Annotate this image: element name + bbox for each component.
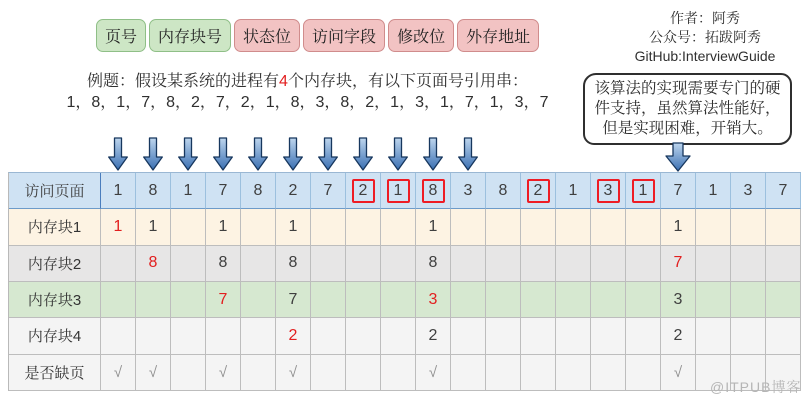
table-cell: 2 xyxy=(661,318,696,354)
table-cell xyxy=(311,318,346,354)
table-cell: 1 xyxy=(136,209,171,245)
down-arrow-icon xyxy=(143,137,163,171)
table-cell xyxy=(591,355,626,391)
page-header-cell: 8 xyxy=(241,173,276,209)
legend-tag: 外存地址 xyxy=(457,19,539,52)
down-arrow-icon xyxy=(283,137,303,171)
page-hit-box: 3 xyxy=(597,179,620,203)
down-arrow-icon xyxy=(458,137,478,171)
table-cell: 1 xyxy=(276,209,311,245)
table-cell xyxy=(101,246,136,282)
table-cell xyxy=(556,355,591,391)
table-cell xyxy=(381,318,416,354)
table-cell xyxy=(556,246,591,282)
table-cell xyxy=(591,246,626,282)
page-header-cell: 1 xyxy=(696,173,731,209)
page-header-cell: 2 xyxy=(276,173,311,209)
table-cell: √ xyxy=(136,355,171,391)
table-cell xyxy=(486,246,521,282)
table-cell xyxy=(556,209,591,245)
table-cell xyxy=(766,209,801,245)
table-cell xyxy=(696,318,731,354)
note-bubble-text: 该算法的实现需要专门的硬件支持，虽然算法性能好，但是实现困难，开销大。 xyxy=(594,80,781,137)
row-label: 是否缺页 xyxy=(9,355,101,391)
table-cell xyxy=(241,246,276,282)
table-cell xyxy=(381,355,416,391)
table-cell: 8 xyxy=(276,246,311,282)
page-header-cell: 8 xyxy=(136,173,171,209)
table-cell xyxy=(626,318,661,354)
table-cell xyxy=(556,282,591,318)
table-cell xyxy=(451,209,486,245)
page-header-cell: 1 xyxy=(101,173,136,209)
table-cell xyxy=(311,246,346,282)
table-cell xyxy=(451,355,486,391)
table-cell xyxy=(626,246,661,282)
table-cell xyxy=(311,282,346,318)
table-cell xyxy=(451,318,486,354)
example-prefix: 例题：假设某系统的进程有 xyxy=(87,73,280,90)
table-cell xyxy=(241,318,276,354)
down-arrow-icon xyxy=(108,137,128,171)
author-block xyxy=(600,9,806,66)
table-cell xyxy=(451,246,486,282)
author-wechat: 公众号：拓跋阿秀 xyxy=(649,29,761,45)
table-cell xyxy=(381,246,416,282)
table-cell: 1 xyxy=(661,209,696,245)
table-cell xyxy=(731,209,766,245)
example-block-count: 4 xyxy=(279,73,288,90)
table-cell xyxy=(171,282,206,318)
table-cell: 3 xyxy=(661,282,696,318)
lru-table xyxy=(8,172,801,391)
table-cell xyxy=(486,318,521,354)
table-cell xyxy=(486,282,521,318)
page-header-cell: 3 xyxy=(731,173,766,209)
table-cell: 3 xyxy=(416,282,451,318)
example-line1 xyxy=(0,71,615,92)
table-cell: 8 xyxy=(416,246,451,282)
page-hit-box: 8 xyxy=(422,179,445,203)
legend-tag: 页号 xyxy=(96,19,146,52)
table-cell: √ xyxy=(101,355,136,391)
table-cell xyxy=(171,318,206,354)
table-cell xyxy=(346,246,381,282)
table-cell: 7 xyxy=(276,282,311,318)
table-cell xyxy=(101,282,136,318)
page-header-cell: 8 xyxy=(486,173,521,209)
table-cell xyxy=(241,282,276,318)
page-header-cell: 7 xyxy=(311,173,346,209)
table-cell xyxy=(486,209,521,245)
table-cell: 1 xyxy=(416,209,451,245)
example-sequence: 1，8，1，7，8，2，7，2，1，8，3，8，2，1，3，1，7，1，3，7 xyxy=(66,94,549,111)
row-label: 内存块1 xyxy=(9,209,101,245)
watermark: @ITPUB博客 xyxy=(710,379,802,395)
table-cell xyxy=(346,318,381,354)
table-cell xyxy=(521,318,556,354)
table-cell xyxy=(556,318,591,354)
down-arrow-icon xyxy=(353,137,373,171)
table-cell xyxy=(171,355,206,391)
table-cell xyxy=(171,246,206,282)
page-hit-box: 2 xyxy=(527,179,550,203)
table-cell xyxy=(521,209,556,245)
table-cell xyxy=(241,209,276,245)
table-corner-label: 访问页面 xyxy=(9,173,101,209)
table-cell xyxy=(626,209,661,245)
table-cell xyxy=(311,209,346,245)
legend-tag: 内存块号 xyxy=(149,19,231,52)
table-cell xyxy=(766,246,801,282)
legend-tag: 状态位 xyxy=(234,19,300,52)
example-text xyxy=(0,71,615,113)
down-arrow-icon xyxy=(318,137,338,171)
table-cell: 8 xyxy=(136,246,171,282)
table-cell xyxy=(346,209,381,245)
table-cell xyxy=(101,318,136,354)
table-cell xyxy=(206,318,241,354)
row-label: 内存块3 xyxy=(9,282,101,318)
page-header-cell xyxy=(626,173,661,209)
table-cell xyxy=(626,355,661,391)
page-hit-box: 2 xyxy=(352,179,375,203)
table-cell xyxy=(731,318,766,354)
bubble-down-arrow-icon xyxy=(665,142,691,172)
table-cell xyxy=(241,355,276,391)
down-arrow-icon xyxy=(423,137,443,171)
table-cell xyxy=(521,282,556,318)
table-cell xyxy=(171,209,206,245)
table-cell xyxy=(731,282,766,318)
page-header-cell: 1 xyxy=(556,173,591,209)
page-header-cell: 7 xyxy=(766,173,801,209)
table-cell xyxy=(696,246,731,282)
table-cell: 2 xyxy=(276,318,311,354)
page-header-cell xyxy=(381,173,416,209)
down-arrow-icon xyxy=(388,137,408,171)
legend-tag: 修改位 xyxy=(388,19,454,52)
table-cell xyxy=(591,318,626,354)
page-header-cell xyxy=(591,173,626,209)
note-bubble xyxy=(583,73,792,145)
table-cell xyxy=(731,246,766,282)
table-cell xyxy=(486,355,521,391)
table-cell: 1 xyxy=(101,209,136,245)
author-name: 作者：阿秀 xyxy=(670,10,740,26)
table-cell xyxy=(451,282,486,318)
down-arrow-icon xyxy=(213,137,233,171)
table-cell: 7 xyxy=(206,282,241,318)
page-header-cell xyxy=(416,173,451,209)
table-cell xyxy=(521,355,556,391)
legend-tag: 访问字段 xyxy=(303,19,385,52)
row-label: 内存块4 xyxy=(9,318,101,354)
example-suffix: 个内存块，有以下页面号引用串： xyxy=(287,73,528,90)
table-cell xyxy=(346,355,381,391)
table-cell xyxy=(591,282,626,318)
page-header-cell: 3 xyxy=(451,173,486,209)
table-cell xyxy=(626,282,661,318)
page-header-cell: 7 xyxy=(206,173,241,209)
table-cell xyxy=(381,209,416,245)
legend-tags xyxy=(96,19,539,52)
table-cell xyxy=(136,282,171,318)
page-hit-box: 1 xyxy=(632,179,655,203)
table-cell: 1 xyxy=(206,209,241,245)
table-cell xyxy=(766,282,801,318)
table-cell xyxy=(766,318,801,354)
table-cell xyxy=(696,209,731,245)
table-cell xyxy=(696,282,731,318)
down-arrow-icon xyxy=(178,137,198,171)
table-cell: √ xyxy=(416,355,451,391)
page-hit-box: 1 xyxy=(387,179,410,203)
table-cell: √ xyxy=(206,355,241,391)
table-cell xyxy=(521,246,556,282)
table-cell xyxy=(136,318,171,354)
table-cell xyxy=(381,282,416,318)
table-cell xyxy=(591,209,626,245)
page-header-cell: 1 xyxy=(171,173,206,209)
page-header-cell xyxy=(346,173,381,209)
table-cell xyxy=(346,282,381,318)
table-cell: √ xyxy=(661,355,696,391)
table-cell: 8 xyxy=(206,246,241,282)
page-header-cell xyxy=(521,173,556,209)
table-cell: 7 xyxy=(661,246,696,282)
page-header-cell: 7 xyxy=(661,173,696,209)
author-github: GitHub:InterviewGuide xyxy=(634,48,776,64)
table-cell: 2 xyxy=(416,318,451,354)
row-label: 内存块2 xyxy=(9,246,101,282)
table-cell xyxy=(311,355,346,391)
table-cell: √ xyxy=(276,355,311,391)
down-arrow-icon xyxy=(248,137,268,171)
